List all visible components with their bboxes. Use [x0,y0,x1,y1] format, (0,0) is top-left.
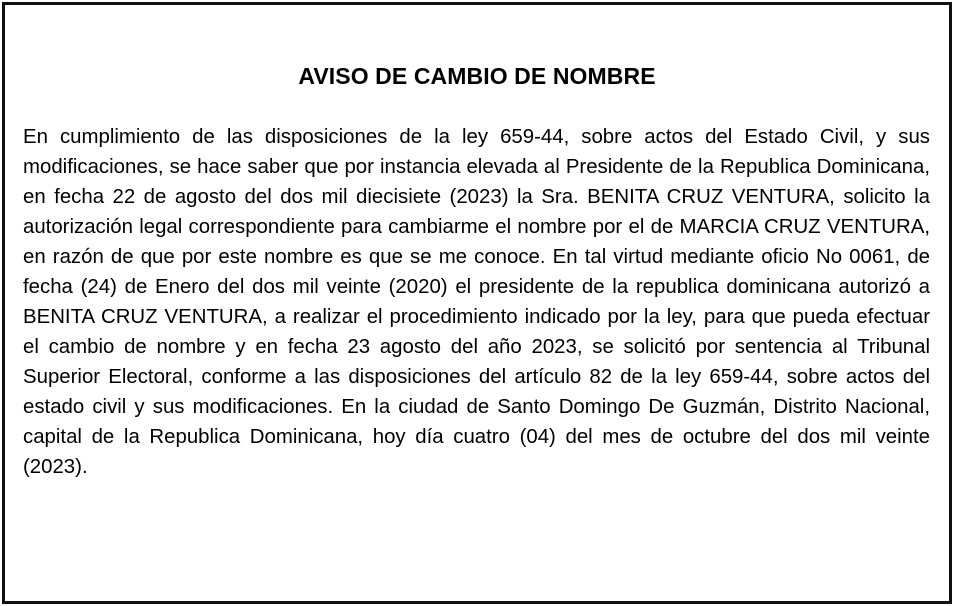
notice-frame [2,2,952,604]
notice-title: AVISO DE CAMBIO DE NOMBRE [298,63,656,89]
notice-body: En cumplimiento de las disposiciones de la ley 659-44, sobre actos del Estado Civil, y sus modificaciones, se hace saber que por instancia elevada al Presidente de la Republica Dominicana, en fecha 22 de agosto del dos mil diecisiete (2023) la Sra. BENITA CRUZ VENTURA, solicito la autorización legal correspondiente para cambiarme el nombre por el de MARCIA CRUZ VENTURA, en razón de que por este nombre es que se me conoce. En tal virtud mediante oficio No 0061, de fecha (24) de Enero del dos mil veinte (2020) el presidente de la republica dominicana autorizó a BENITA CRUZ VENTURA, a realizar el procedimiento indicado por la ley, para que pueda efectuar el cambio de nombre y en fecha 23 agosto del año 2023, se solicitó por sentencia al Tribunal Superior Electoral, conforme a las disposiciones del artículo 82 de la ley 659-44, sobre actos del estado civil y sus modificaciones. En la ciudad de Santo Domingo De Guzmán, Distrito Nacional, capital de la Republica Dominicana, hoy día cuatro (04) del mes de octubre del dos mil veinte (2023). [23,126,930,478]
